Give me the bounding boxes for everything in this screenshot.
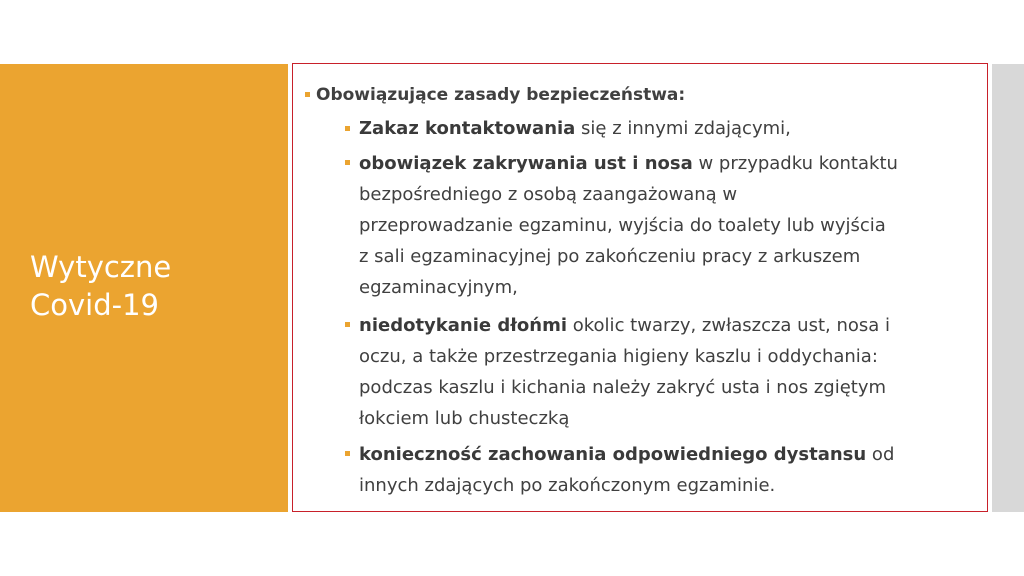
list-item-text: łokciem lub chusteczką [359,408,570,429]
list-item [359,439,984,501]
list-item [359,148,984,303]
list-item-text: innych zdających po zakończonym egzaminie. [359,475,776,496]
list-item [359,113,984,144]
list-item-text: oczu, a także przestrzegania higieny kaszlu i oddychania: [359,346,878,367]
list-item-text: bezpośredniego z osobą zaangażowaną w [359,184,738,205]
slide-title-line-1: Wytyczne [30,250,172,284]
list-item-bold: konieczność zachowania odpowiedniego dystansu [359,444,867,465]
list-item-text: od [866,444,895,465]
list-item-text: z sali egzaminacyjnej po zakończeniu pracy z arkuszem [359,246,861,267]
bullet-icon [345,126,350,131]
list-item-bold: obowiązek zakrywania ust i nosa [359,153,693,174]
list-item-text: okolic twarzy, zwłaszcza ust, nosa i [567,315,891,336]
bullet-icon [345,451,350,456]
bullet-icon [345,322,350,327]
list-item-bold: Zakaz kontaktowania [359,118,576,139]
slide-title [30,248,280,324]
content-heading: Obowiązujące zasady bezpieczeństwa: [316,85,686,105]
list-item [359,310,984,434]
list-item-text: się z innymi zdającymi, [575,118,791,139]
slide-title-line-2: Covid-19 [30,288,159,322]
bullet-icon [305,92,310,97]
list-item-text: egzaminacyjnym, [359,277,518,298]
list-item-text: przeprowadzanie egzaminu, wyjścia do toalety lub wyjścia [359,215,886,236]
list-item-text: podczas kaszlu i kichania należy zakryć usta i nos zgiętym [359,377,887,398]
list-item-text: w przypadku kontaktu [692,153,898,174]
right-decor-strip [992,64,1024,512]
bullet-icon [345,160,350,165]
list-item-bold: niedotykanie dłońmi [359,315,568,336]
